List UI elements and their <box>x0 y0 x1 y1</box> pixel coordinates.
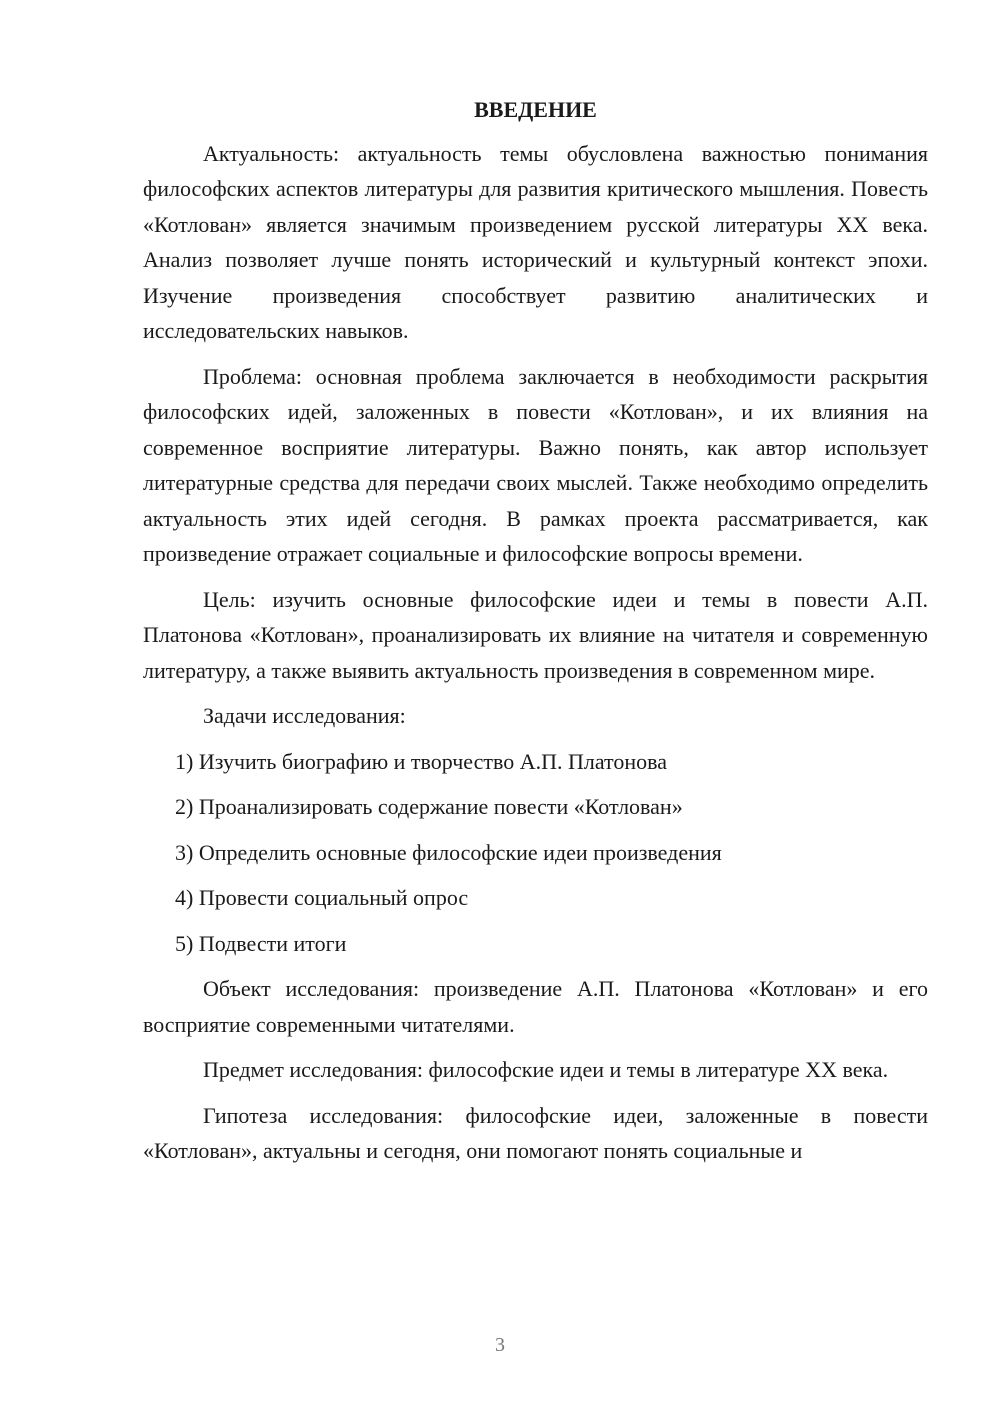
task-item: 1) Изучить биографию и творчество А.П. Платонова <box>175 748 668 774</box>
object-paragraph: Объект исследования: произведение А.П. Платонова «Котлован» и его восприятие современными читателями. <box>143 976 928 1037</box>
tasks-heading: Задачи исследования: <box>203 703 406 728</box>
page-title: ВВЕДЕНИЕ <box>474 97 597 122</box>
tasks-list <box>143 744 928 962</box>
task-item: 3) Определить основные философские идеи произведения <box>175 839 722 865</box>
task-item: 2) Проанализировать содержание повести «Котлован» <box>175 794 683 819</box>
hypothesis-paragraph: Гипотеза исследования: философские идеи, заложенные в повести «Котлован», актуальны и сегодня, они помогают понять социальные и <box>143 1102 928 1163</box>
task-item: 5) Подвести итоги <box>175 930 347 956</box>
document-page <box>143 92 928 1179</box>
page-number: 3 <box>495 1334 505 1356</box>
problem-paragraph: Проблема: основная проблема заключается в необходимости раскрытия философских идей, заложенных в повести «Котлован», и их влияния на современное восприятие литературы. Важно понять, как автор использует литературные средства для передачи своих мыслей. Также необходимо определить актуальность этих идей сегодня. В рамках проекта рассматривается, как произведение отражает социальные и философские вопросы времени. <box>143 363 928 566</box>
relevance-paragraph: Актуальность: актуальность темы обусловлена важностью понимания философских аспектов литературы для развития критического мышления. Повесть «Котлован» является значимым произведением русской литературы XX века. Анализ позволяет лучше понять исторический и культурный контекст эпохи. Изучение произведения способствует развитию аналитических и исследовательских навыков. <box>143 140 928 343</box>
goal-paragraph: Цель: изучить основные философские идеи и темы в повести А.П. Платонова «Котлован», проанализировать их влияние на читателя и современную литературу, а также выявить актуальность произведения в современном мире. <box>143 586 928 683</box>
task-item: 4) Провести социальный опрос <box>175 885 469 910</box>
subject-paragraph: Предмет исследования: философские идеи и темы в литературе XX века. <box>203 1057 889 1082</box>
